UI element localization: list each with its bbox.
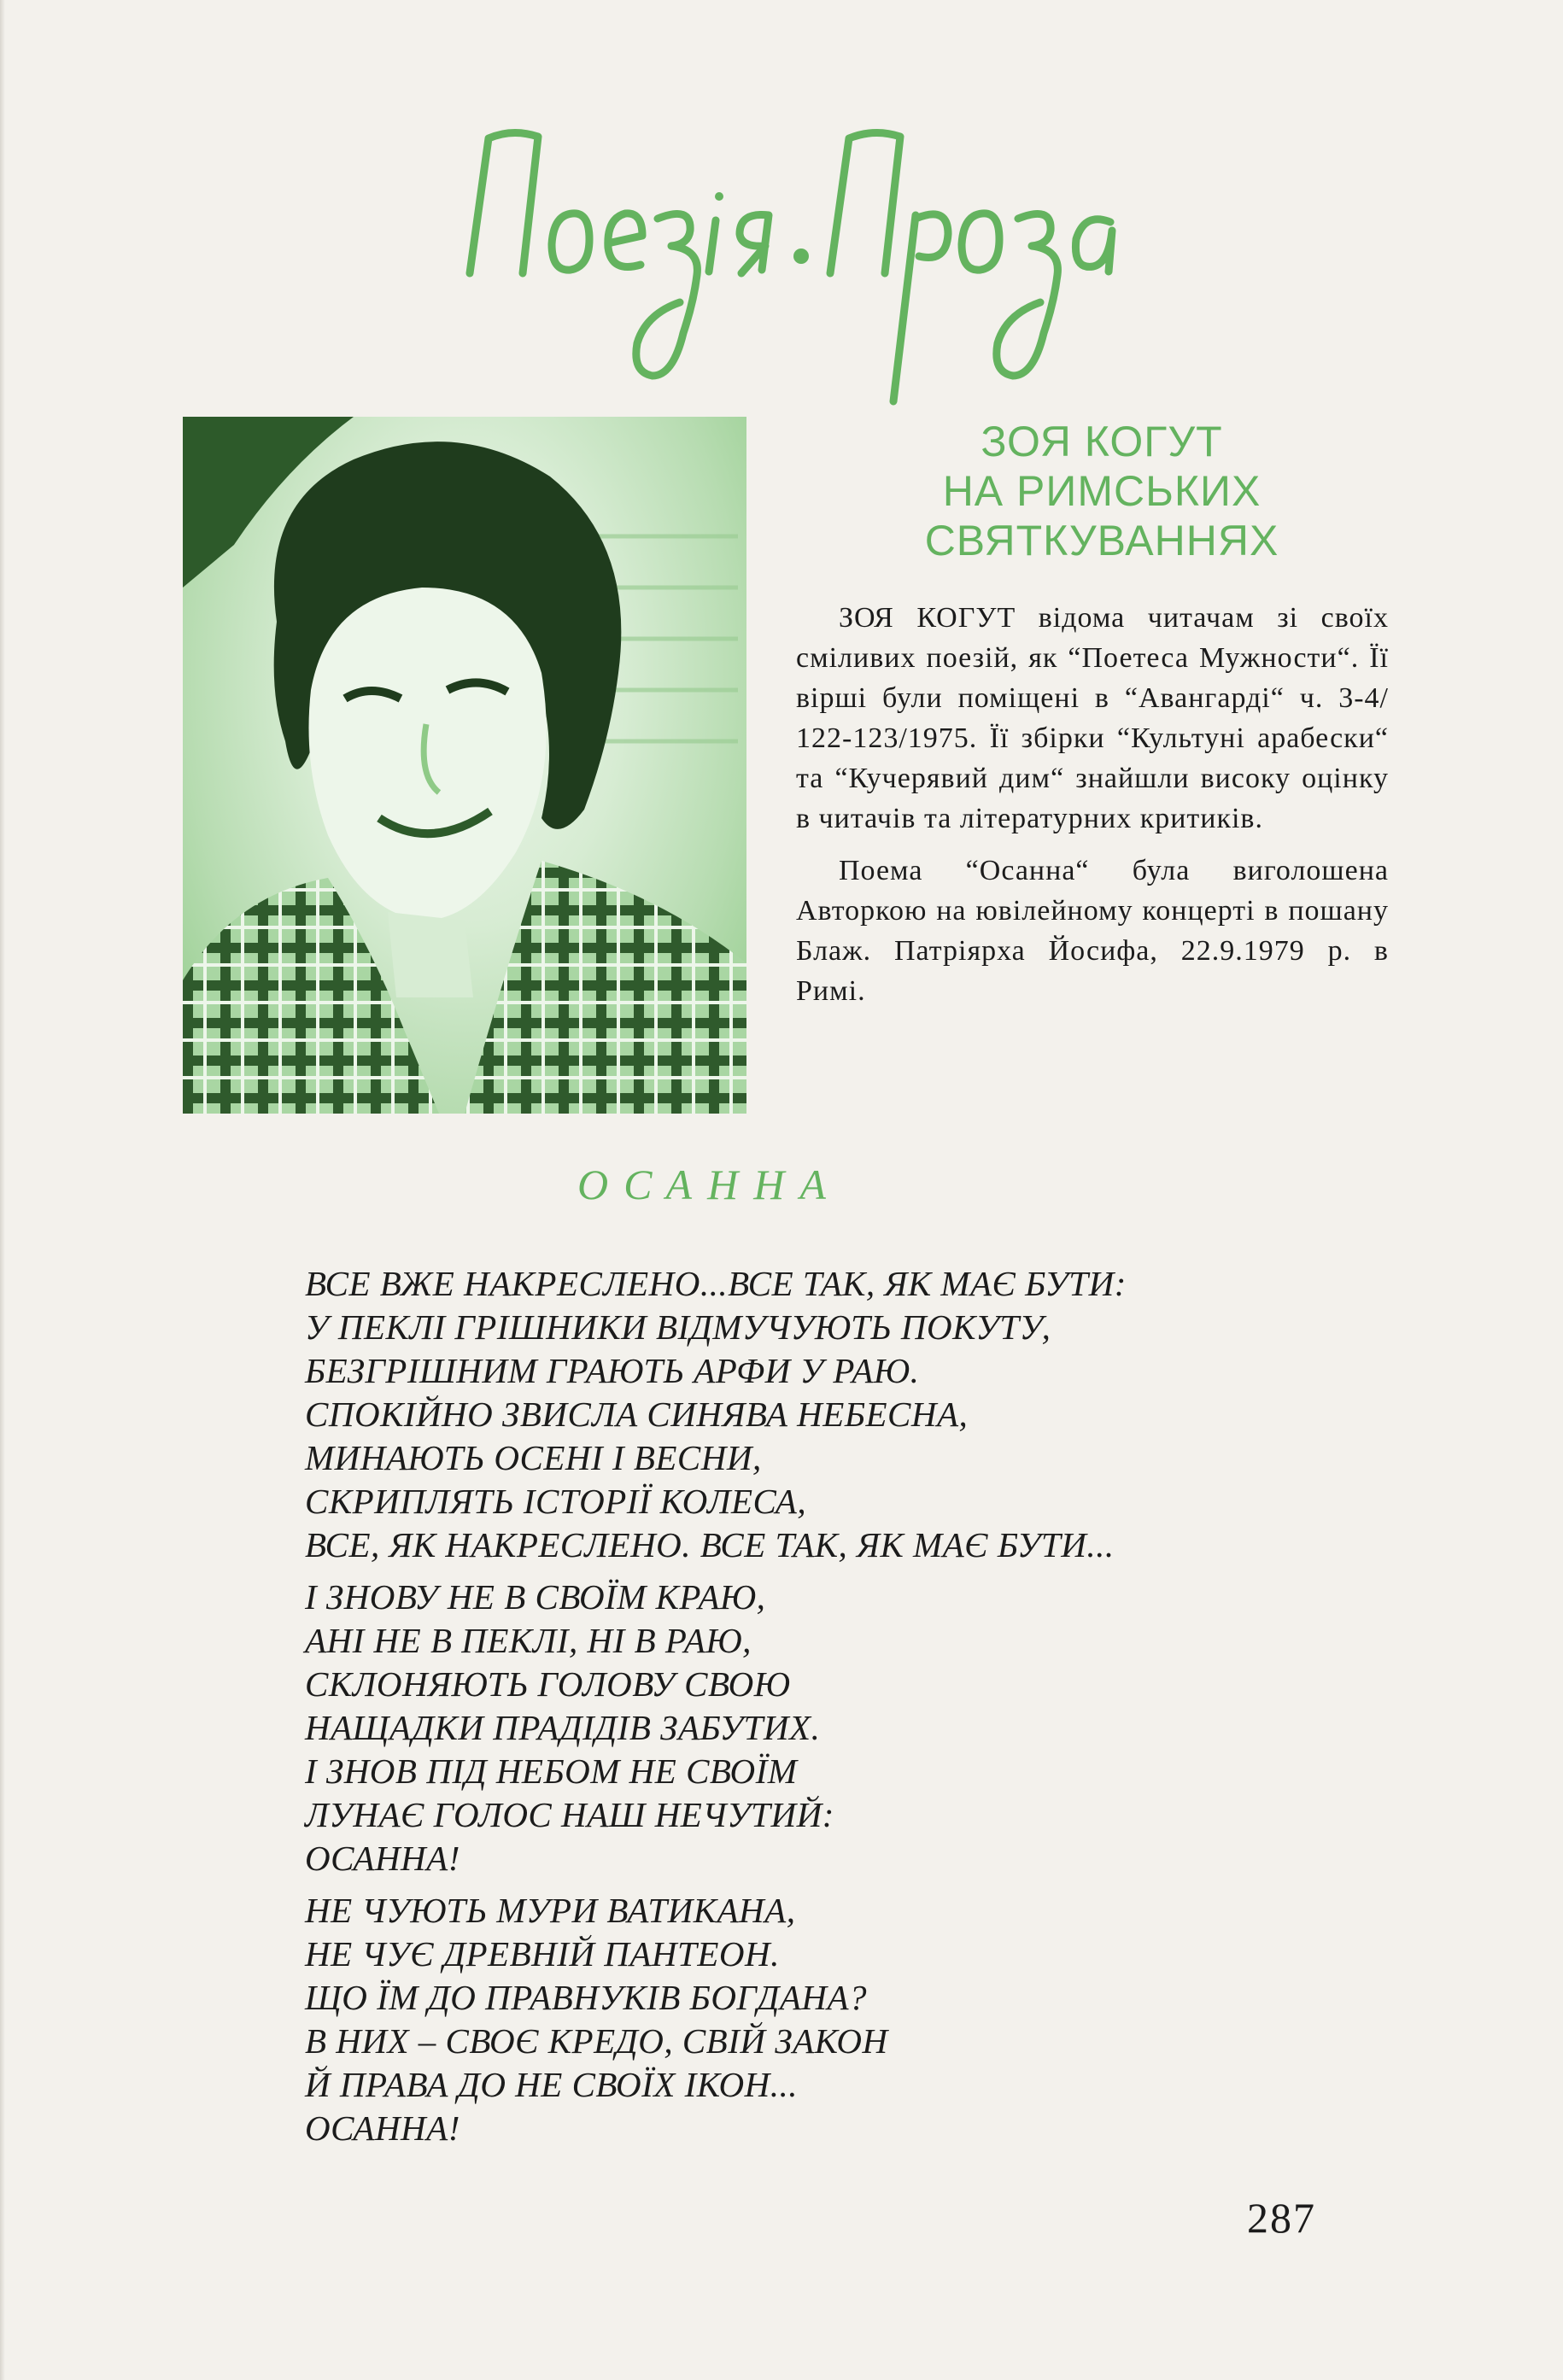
poem-line: І ЗНОВ ПІД НЕБОМ НЕ СВОЇМ	[305, 1751, 798, 1791]
article-title-line: ЗОЯ КОГУТ	[981, 418, 1223, 465]
poem-stanza	[305, 1262, 1415, 1567]
poem-line: ЛУНАЄ ГОЛОС НАШ НЕЧУТИЙ:	[305, 1795, 834, 1834]
poem-line: В НИХ – СВОЄ КРЕДО, СВІЙ ЗАКОН	[305, 2021, 888, 2061]
section-header-logo	[444, 120, 1144, 410]
poem-line: У ПЕКЛІ ГРІШНИКИ ВІДМУЧУЮТЬ ПОКУТУ,	[305, 1307, 1051, 1347]
poem-line: НЕ ЧУЄ ДРЕВНІЙ ПАНТЕОН.	[305, 1934, 780, 1974]
poem-line: СПОКІЙНО ЗВИСЛА СИНЯВА НЕБЕСНА,	[305, 1395, 969, 1434]
poem-line: ВСЕ, ЯК НАКРЕСЛЕНО. ВСЕ ТАК, ЯК МАЄ БУТИ...	[305, 1525, 1115, 1564]
intro-paragraph: ЗОЯ КОГУТ відома читачам зі своїх сміливих поезій, як “Поетеса Мужности“. Її вірші були поміщені в “Авангарді“ ч. 3-4/ 122-123/1975. Її збірки “Культуні арабески“ та “Кучерявий дим“ знайшли високу оцінку в читачів та літературних критиків.	[796, 602, 1389, 834]
poem-line: ВСЕ ВЖЕ НАКРЕСЛЕНО...ВСЕ ТАК, ЯК МАЄ БУТИ:	[305, 1264, 1127, 1303]
article-title-line: СВЯТКУВАННЯХ	[924, 517, 1279, 564]
poem-line: АНІ НЕ В ПЕКЛІ, НІ В РАЮ,	[305, 1621, 752, 1660]
poem-line: ОСАННА!	[305, 1839, 460, 1878]
portrait-photo	[183, 417, 746, 1114]
article-title	[803, 417, 1401, 565]
intro-paragraph: Поема “Осанна“ була виголошена Авторкою на ювілейному концерті в пошану Блаж. Патріярха Йосифа, 22.9.1979 р. в Римі.	[796, 855, 1389, 1007]
poem-line: ОСАННА!	[305, 2108, 460, 2148]
poem-line: БЕЗГРІШНИМ ГРАЮТЬ АРФИ У РАЮ.	[305, 1351, 920, 1390]
page-edge	[0, 0, 5, 2380]
poem-line: НАЩАДКИ ПРАДІДІВ ЗАБУТИХ.	[305, 1708, 821, 1747]
poem-line: І ЗНОВУ НЕ В СВОЇМ КРАЮ,	[305, 1577, 766, 1617]
poem-line: Й ПРАВА ДО НЕ СВОЇХ ІКОН...	[305, 2065, 799, 2104]
poem-line: ЩО ЇМ ДО ПРАВНУКІВ БОГДАНА?	[305, 1978, 868, 2017]
poem-title: ОСАННА	[577, 1161, 841, 1208]
page-number: 287	[1247, 2194, 1316, 2242]
poem-body	[305, 1262, 1415, 2159]
poem-stanza	[305, 1576, 1415, 1880]
poem-line: МИНАЮТЬ ОСЕНІ І ВЕСНИ,	[305, 1438, 762, 1477]
poem-line: СКРИПЛЯТЬ ІСТОРІЇ КОЛЕСА,	[305, 1482, 807, 1521]
poem-line: НЕ ЧУЮТЬ МУРИ ВАТИКАНА,	[305, 1891, 796, 1930]
article-title-line: НА РИМСЬКИХ	[942, 467, 1262, 515]
poem-line: СКЛОНЯЮТЬ ГОЛОВУ СВОЮ	[305, 1664, 791, 1704]
poem-stanza	[305, 1889, 1415, 2150]
article-intro	[796, 598, 1389, 1023]
